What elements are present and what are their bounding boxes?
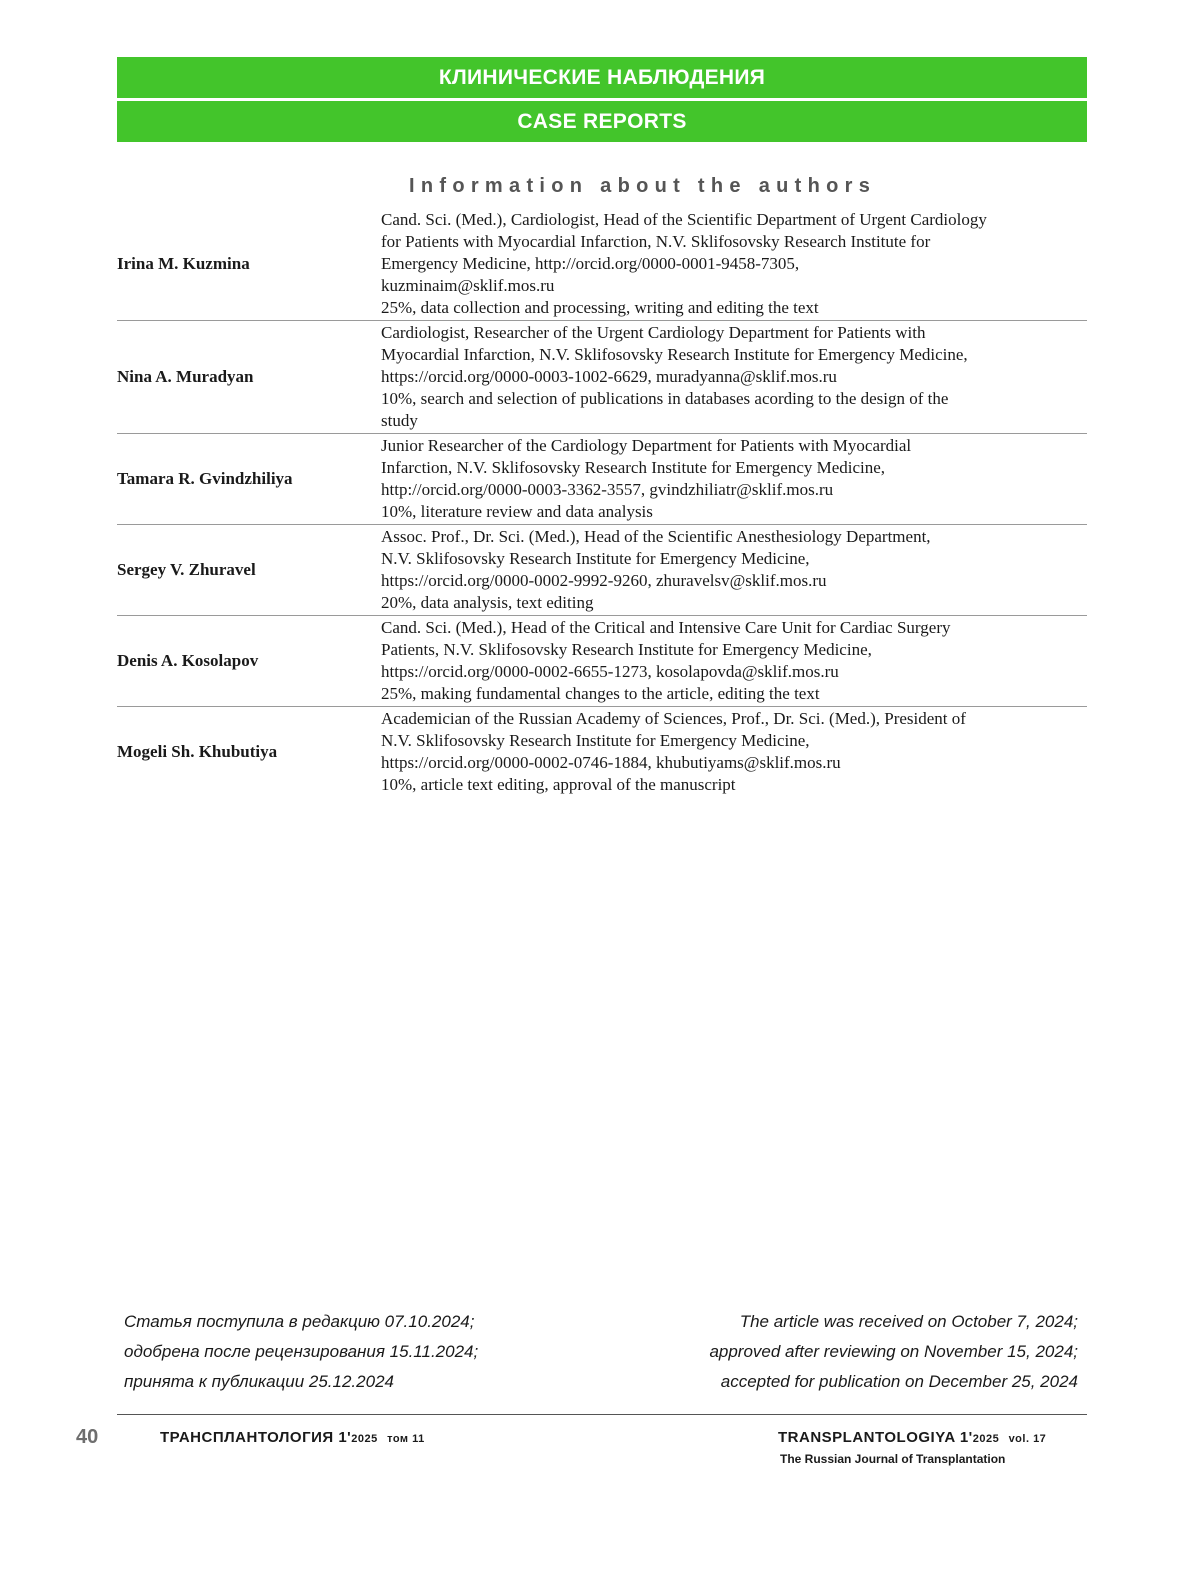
note-line: approved after reviewing on November 15, 2024; <box>709 1342 1078 1361</box>
author-row <box>117 616 1087 707</box>
author-row <box>117 525 1087 616</box>
author-description-line: 10%, article text editing, approval of the manuscript <box>381 775 736 794</box>
author-description <box>381 708 1078 796</box>
journal-subtitle: The Russian Journal of Transplantation <box>780 1452 1006 1466</box>
authors-info-title: Information about the authors <box>409 175 877 197</box>
author-row <box>117 208 1087 321</box>
author-row <box>117 707 1087 797</box>
footer-divider <box>117 1414 1087 1415</box>
submission-dates-ru <box>124 1307 478 1397</box>
author-description <box>381 322 1078 432</box>
author-description-line: Assoc. Prof., Dr. Sci. (Med.), Head of the Scientific Anesthesiology Department, <box>381 527 931 546</box>
submission-dates-en <box>709 1307 1078 1397</box>
author-description-line: study <box>381 411 418 430</box>
note-line: одобрена после рецензирования 15.11.2024; <box>124 1342 479 1361</box>
author-description <box>381 617 1078 705</box>
journal-ru-title: ТРАНСПЛАНТОЛОГИЯ <box>160 1429 334 1446</box>
journal-ru-volume: том 11 <box>387 1433 425 1445</box>
journal-en-volume: vol. 17 <box>1008 1433 1047 1445</box>
author-description-line: 10%, search and selection of publications in databases acording to the design of the <box>381 389 949 408</box>
author-description-line: N.V. Sklifosovsky Research Institute for Emergency Medicine, <box>381 549 810 568</box>
author-description-line: Myocardial Infarction, N.V. Sklifosovsky Research Institute for Emergency Medicine, <box>381 345 968 364</box>
author-description-line: Infarction, N.V. Sklifosovsky Research Institute for Emergency Medicine, <box>381 458 886 477</box>
journal-name-ru <box>160 1429 425 1446</box>
author-description-line: Junior Researcher of the Cardiology Department for Patients with Myocardial <box>381 436 912 455</box>
note-line: The article was received on October 7, 2024; <box>739 1312 1078 1331</box>
author-row <box>117 321 1087 434</box>
author-name: Nina A. Muradyan <box>117 367 254 386</box>
authors-table <box>117 208 1087 797</box>
author-name: Sergey V. Zhuravel <box>117 560 256 579</box>
author-description-line: 25%, making fundamental changes to the article, editing the text <box>381 684 820 703</box>
author-description-line: Cand. Sci. (Med.), Cardiologist, Head of the Scientific Department of Urgent Cardiology <box>381 210 987 229</box>
note-line: Статья поступила в редакцию 07.10.2024; <box>124 1312 475 1331</box>
author-description <box>381 526 1078 614</box>
author-description-line: https://orcid.org/0000-0002-9992-9260, zhuravelsv@sklif.mos.ru <box>381 571 827 590</box>
author-description <box>381 435 1078 523</box>
author-description-line: https://orcid.org/0000-0003-1002-6629, muradyanna@sklif.mos.ru <box>381 367 837 386</box>
author-description-line: Cand. Sci. (Med.), Head of the Critical and Intensive Care Unit for Cardiac Surgery <box>381 618 951 637</box>
journal-en-issue: 1' <box>959 1429 973 1446</box>
page-number: 40 <box>76 1426 99 1448</box>
author-description-line: http://orcid.org/0000-0003-3362-3557, gvindzhiliatr@sklif.mos.ru <box>381 480 834 499</box>
journal-en-title: TRANSPLANTOLOGIYA <box>778 1429 956 1446</box>
author-description-line: https://orcid.org/0000-0002-6655-1273, kosolapovda@sklif.mos.ru <box>381 662 839 681</box>
note-line: accepted for publication on December 25, 2024 <box>720 1372 1078 1391</box>
author-name: Mogeli Sh. Khubutiya <box>117 742 278 761</box>
author-name: Tamara R. Gvindzhiliya <box>117 469 293 488</box>
author-name: Irina M. Kuzmina <box>117 254 250 273</box>
author-description-line: Emergency Medicine, http://orcid.org/0000-0001-9458-7305, <box>381 254 800 273</box>
author-description-line: Academician of the Russian Academy of Sciences, Prof., Dr. Sci. (Med.), President of <box>381 709 966 728</box>
author-description-line: 25%, data collection and processing, writing and editing the text <box>381 298 819 317</box>
author-description-line: 10%, literature review and data analysis <box>381 502 653 521</box>
author-description-line: for Patients with Myocardial Infarction, N.V. Sklifosovsky Research Institute for <box>381 232 931 251</box>
journal-en-year: 2025 <box>972 1433 1000 1445</box>
author-description-line: kuzminaim@sklif.mos.ru <box>381 276 555 295</box>
section-header-en: CASE REPORTS <box>117 101 1087 142</box>
author-description-line: Cardiologist, Researcher of the Urgent Cardiology Department for Patients with <box>381 323 926 342</box>
author-description-line: 20%, data analysis, text editing <box>381 593 594 612</box>
author-row <box>117 434 1087 525</box>
author-description <box>381 209 1078 319</box>
journal-name-en <box>778 1429 1046 1446</box>
journal-ru-issue: 1' <box>338 1429 352 1446</box>
author-description-line: Patients, N.V. Sklifosovsky Research Institute for Emergency Medicine, <box>381 640 872 659</box>
journal-ru-year: 2025 <box>351 1433 378 1445</box>
author-name: Denis A. Kosolapov <box>117 651 259 670</box>
author-description-line: https://orcid.org/0000-0002-0746-1884, khubutiyams@sklif.mos.ru <box>381 753 841 772</box>
note-line: принята к публикации 25.12.2024 <box>124 1372 394 1391</box>
section-header-ru: КЛИНИЧЕСКИЕ НАБЛЮДЕНИЯ <box>117 57 1087 98</box>
author-description-line: N.V. Sklifosovsky Research Institute for Emergency Medicine, <box>381 731 810 750</box>
